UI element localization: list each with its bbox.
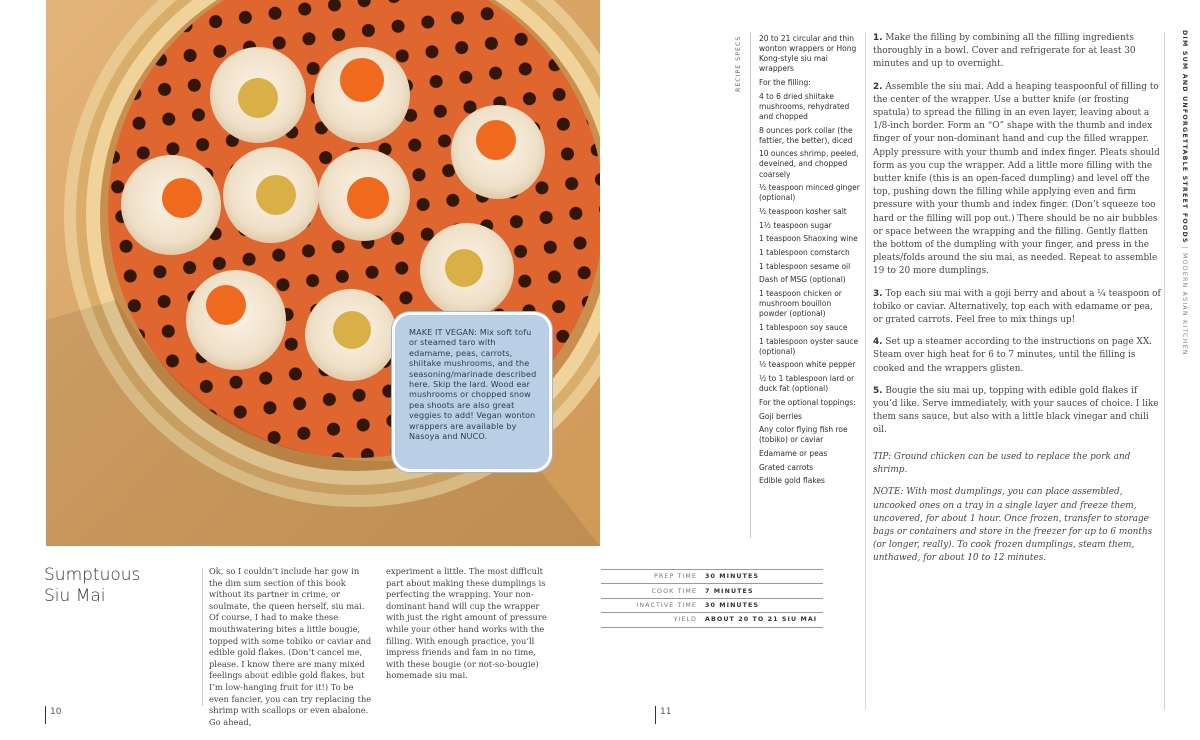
times-row [601,613,823,627]
siu-mai-dumpling [305,289,397,381]
recipe-step [873,288,1161,328]
step-text: Set up a steamer according to the instructions on page XX. Steam over high heat for 6 to 7 minutes, until the filling is cooked and the wrappers glisten. [873,337,1152,374]
ingredient-item: ½ to 1 tablespoon lard or duck fat (optional) [759,374,855,394]
ingredient-item: 8 ounces pork collar (the fattier, the better), diced [759,125,853,145]
step-text: Assemble the siu mai. Add a heaping teaspoonful of filling to the center of the wrapper. Use a butter knife (or frosting spatula) to spread the filling in an even layer, leaving about a 1/8-inch border. Form an “O” shape with the thumb and index finger of your non-dominant hand and cup the filled wrapper. Apply pressure with your thumb and index finger. Pleats should form as you cup the wrapper. Add a little more filling with the butter knife (this is an open-faced dumpling) and level off the top, pushing down the filling while applying even and firm pressure with your thumb and index finger. (Don’t squeeze too hard or the filling will pop out.) There should be no air bubbles or space between the wrapping and the filling. Gently flatten the bottom of the dumpling with your finger, and press in the pleats/folds around the siu mai, as needed. Repeat to assemble 19 to 20 more dumplings. [873,81,1160,277]
times-value: 30 MINUTES [705,601,760,609]
times-label: PREP TIME [654,573,697,581]
recipe-title [44,565,194,607]
divider [1164,32,1165,710]
step-text: Top each siu mai with a goji berry and about a ¼ teaspoon of tobiko or caviar. Alternatively, top each with edamame or pea, or grated carrots. Feel free to mix things up! [873,288,1161,326]
recipe-step [873,336,1161,376]
recipe-specs-label [735,36,745,92]
divider [202,568,203,706]
freezing-note: NOTE: With most dumplings, you can place assembled, uncooked ones on a tray in a single layer and freeze them, uncovered, for about 1 hour. Once frozen, transfer to storage bags or containers and store in the freezer for up to 6 months (or longer, really). To cook frozen dumplings, steam them, unthawed, for about 10 to 12 minutes. [873,487,1153,564]
recipe-step [873,32,1161,72]
ingredient-item: ½ teaspoon kosher salt [759,206,847,216]
tip-note: TIP: Ground chicken can be used to replace the pork and shrimp. [873,452,1131,476]
siu-mai-dumpling [318,149,410,241]
siu-mai-dumpling [420,223,514,317]
ingredient-item: 1 teaspoon chicken or mushroom bouillon powder (optional) [759,289,842,319]
recipe-title-line2: Siu Mai [44,586,106,606]
step-number: 3. [873,288,883,299]
ingredient-item: 1 tablespoon cornstarch [759,248,850,258]
times-row [601,599,823,613]
ingredient-item: 1 tablespoon oyster sauce (optional) [759,336,859,356]
siu-mai-dumpling [186,270,286,370]
vegan-tip-box: MAKE IT VEGAN: Mix soft tofu or steamed taro with edamame, peas, carrots, shiitake mushrooms, and the seasoning/marinade described here. Skip the lard. Wood ear mushrooms or chopped snow pea shoots are also great veggies to add! Vegan wonton wrappers are available by Nasoya and NUCO. [392,312,552,472]
recipe-step [873,385,1161,438]
siu-mai-dumpling [451,105,545,199]
ingredient-item: ½ teaspoon white pepper [759,360,856,370]
intro-text-col2: experiment a little. The most difficult part about making these dumplings is perfecting the wrapping. Your non-dominant hand will cup the wrapper with just the right amount of pressure while your other hand works with the filling. With enough practice, you’ll impress friends and fam in no time, with these bougie (or not-so-bougie) homemade siu mai. [386,566,547,681]
times-label: COOK TIME [651,587,697,595]
ingredient-item: 20 to 21 circular and thin wonton wrappers or Hong Kong-style siu mai wrappers [759,34,857,74]
siu-mai-dumpling [121,155,221,255]
ingredient-item: Goji berries [759,411,802,421]
recipe-times-table [601,569,823,628]
ingredient-item: 4 to 6 dried shiitake mushrooms, rehydrated and chopped [759,91,850,121]
intro-text-col1: Ok, so I couldn’t include har gow in the dim sum section of this book without its partner in crime, or soulmate, the queen herself, siu mai. Of course, I had to make these mouthwatering bites a little bougie, topped with some tobiko or caviar and edible gold flakes. (Don’t cancel me, please. I know there are many mixed feelings about edible gold flakes, but I’m low-hanging fruit for it!) To be even fancier, you can try replacing the shrimp with scallops or even abalone. Go ahead, [209,566,372,727]
recipe-specs-label-text: RECIPE SPECS [735,35,742,92]
running-head-text [1181,30,1188,356]
ingredient-item: Edamame or peas [759,449,828,459]
ingredient-item: Grated carrots [759,462,814,472]
ingredient-item: 1 teaspoon Shaoxing wine [759,234,858,244]
step-text: Bougie the siu mai up, topping with edible gold flakes if you’d like. Serve immediately, with your sauces of choice. I like them sans sauce, but also with a little black vinegar and chili oil. [873,385,1159,436]
ingredient-item: 10 ounces shrimp, peeled, deveined, and chopped coarsely [759,149,859,179]
divider [750,32,751,538]
ingredient-item: Edible gold flakes [759,476,825,486]
times-row [601,570,823,584]
ingredient-heading: For the optional toppings: [759,397,856,407]
siu-mai-dumpling [223,147,319,243]
step-number: 4. [873,337,883,348]
ingredients-list [759,34,861,490]
ingredient-item: Dash of MSG (optional) [759,275,846,285]
recipe-notes [873,451,1161,575]
running-head-section: MODERN ASIAN KITCHEN [1181,252,1188,356]
siu-mai-dumpling [314,47,410,143]
step-number: 2. [873,81,883,92]
ingredient-item: 1 tablespoon soy sauce [759,322,848,332]
siu-mai-dumpling [210,47,306,143]
recipe-steps [873,32,1161,447]
running-head-book: DIM SUM AND UNFORGETTABLE STREET FOODS [1181,30,1188,244]
step-text: Make the filling by combining all the filling ingredients thoroughly in a bowl. Cover and refrigerate for at least 30 minutes and up to overnight. [873,33,1136,70]
step-number: 1. [873,33,883,43]
ingredient-item: 1 tablespoon sesame oil [759,261,851,271]
page-number-right: 11 [655,706,671,724]
times-value: 30 MINUTES [705,573,760,581]
times-row [601,584,823,598]
times-label: YIELD [673,616,697,624]
page-number-left: 10 [45,706,61,724]
times-value: ABOUT 20 TO 21 SIU MAI [705,616,818,624]
divider [865,32,866,710]
recipe-title-line1: Sumptuous [44,565,141,585]
running-head-separator: | [1181,246,1188,250]
recipe-step [873,81,1161,279]
ingredient-heading: For the filling: [759,77,811,87]
times-label: INACTIVE TIME [636,601,697,609]
times-value: 7 MINUTES [705,587,754,595]
ingredient-item: Any color flying fish roe (tobiko) or caviar [759,425,848,445]
ingredient-item: 1½ teaspoon sugar [759,220,832,230]
ingredient-item: ½ teaspoon minced ginger (optional) [759,183,860,203]
running-head [1176,30,1188,356]
step-number: 5. [873,385,883,396]
